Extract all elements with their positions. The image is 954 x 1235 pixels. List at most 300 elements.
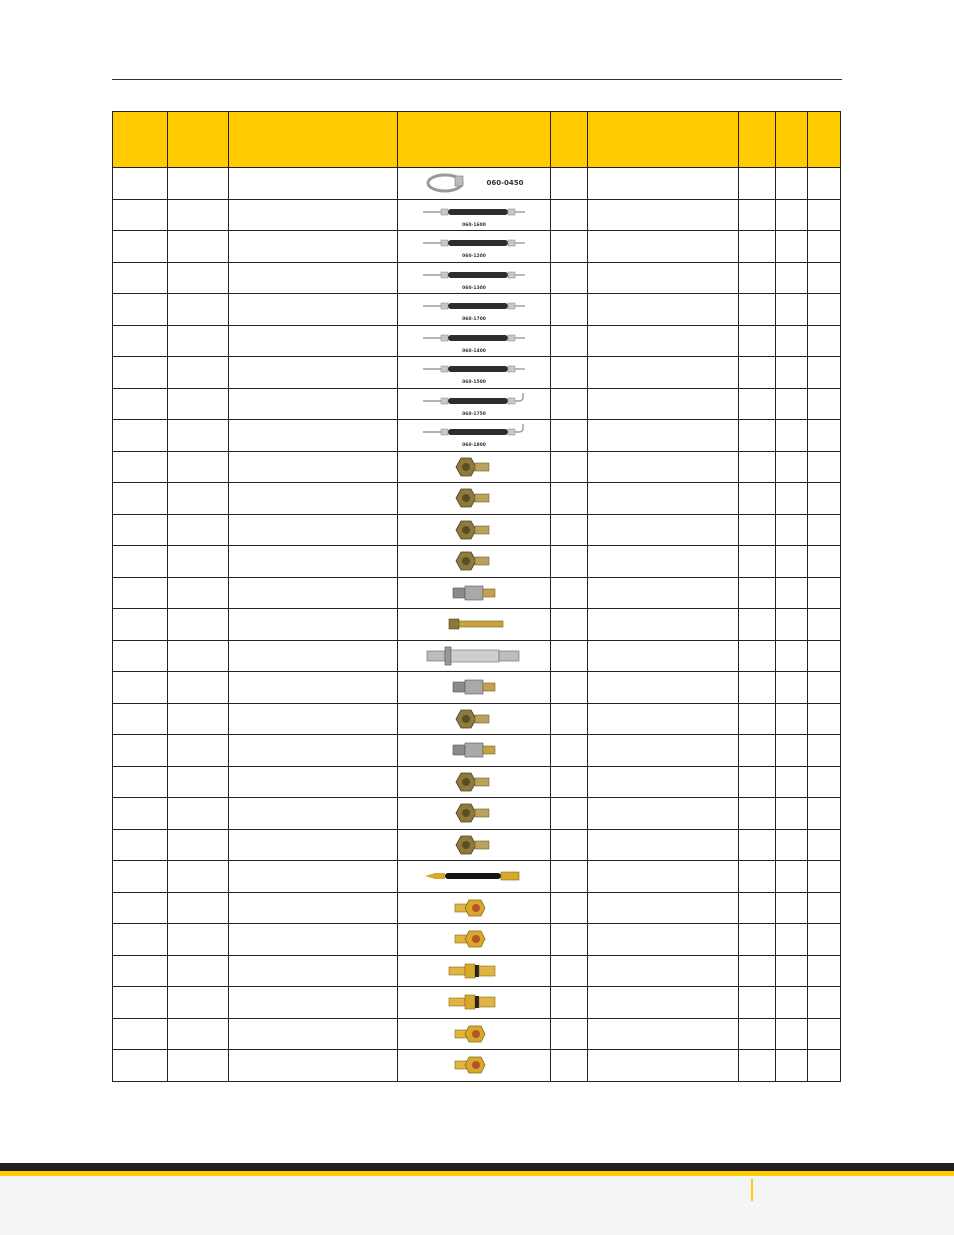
- table-cell: [229, 294, 398, 326]
- table-cell: [168, 798, 229, 830]
- table-cell: [551, 609, 588, 641]
- table-cell: [776, 577, 808, 609]
- table-cell: [551, 325, 588, 357]
- table-cell: [588, 703, 739, 735]
- table-cell: [551, 955, 588, 987]
- table-cell: [776, 766, 808, 798]
- brass-fitting-icon: [419, 925, 529, 953]
- image-label: 060-1600: [462, 222, 486, 228]
- table-cell: [808, 609, 841, 641]
- table-row: [113, 829, 841, 861]
- table-cell: [739, 168, 776, 200]
- table-cell: [776, 199, 808, 231]
- table-cell: [168, 735, 229, 767]
- table-cell: [113, 987, 168, 1019]
- part-image-cell: [398, 294, 551, 326]
- brass-fitting-icon: [419, 1020, 529, 1048]
- table-cell: [168, 955, 229, 987]
- footer-yellow-band: [0, 1171, 954, 1176]
- table-cell: [808, 924, 841, 956]
- quick-coupler-icon: [419, 673, 529, 701]
- table-cell: [776, 672, 808, 704]
- table-row: [113, 577, 841, 609]
- table-row: [113, 861, 841, 893]
- table-cell: [739, 861, 776, 893]
- table-cell: [113, 357, 168, 389]
- table-cell: [551, 546, 588, 578]
- table-cell: [739, 294, 776, 326]
- part-image-cell: [398, 987, 551, 1019]
- table-cell: [808, 703, 841, 735]
- part-image-cell: [398, 609, 551, 641]
- table-cell: [776, 861, 808, 893]
- table-cell: [808, 294, 841, 326]
- table-cell: [113, 420, 168, 452]
- table-row: [113, 924, 841, 956]
- table-cell: [808, 325, 841, 357]
- hose-assembly-icon: [419, 201, 529, 229]
- image-label: 060-1400: [462, 348, 486, 354]
- table-cell: [588, 798, 739, 830]
- table-cell: [229, 231, 398, 263]
- header-cell: [588, 112, 739, 168]
- table-cell: [113, 609, 168, 641]
- table-cell: [808, 672, 841, 704]
- hose-bent-tube-icon: [419, 421, 529, 449]
- table-cell: [588, 199, 739, 231]
- table-cell: [588, 640, 739, 672]
- table-cell: [113, 829, 168, 861]
- table-cell: [739, 924, 776, 956]
- hose-assembly-icon: [419, 327, 529, 355]
- table-cell: [168, 766, 229, 798]
- part-image-cell: [398, 861, 551, 893]
- table-cell: [739, 987, 776, 1019]
- table-cell: [551, 924, 588, 956]
- table-cell: [588, 483, 739, 515]
- image-label: 060-1300: [462, 285, 486, 291]
- table-body: [113, 168, 841, 1082]
- table-cell: [739, 1050, 776, 1082]
- part-image-cell: [398, 325, 551, 357]
- table-cell: [588, 829, 739, 861]
- table-cell: [168, 357, 229, 389]
- image-label: 060-1800: [462, 443, 486, 449]
- table-cell: [168, 1050, 229, 1082]
- table-cell: [551, 168, 588, 200]
- part-image-cell: [398, 262, 551, 294]
- table-row: [113, 420, 841, 452]
- table-cell: [551, 1018, 588, 1050]
- table-cell: [739, 955, 776, 987]
- table-cell: [113, 955, 168, 987]
- bulkhead-fitting-icon: [419, 642, 529, 670]
- table-cell: [168, 924, 229, 956]
- table-cell: [168, 483, 229, 515]
- table-cell: [808, 514, 841, 546]
- hose-clamp-icon: [419, 169, 529, 197]
- part-image-cell: [398, 892, 551, 924]
- table-cell: [168, 262, 229, 294]
- header-cell: [398, 112, 551, 168]
- table-cell: [739, 546, 776, 578]
- table-cell: [739, 703, 776, 735]
- part-image-cell: [398, 829, 551, 861]
- table-cell: [808, 357, 841, 389]
- table-cell: [588, 1018, 739, 1050]
- table-cell: [808, 1050, 841, 1082]
- table-cell: [776, 640, 808, 672]
- table-cell: [168, 168, 229, 200]
- table-cell: [168, 1018, 229, 1050]
- brass-coupler-icon: [419, 957, 529, 985]
- table-cell: [808, 420, 841, 452]
- image-label: 060-0450: [486, 179, 524, 188]
- table-cell: [588, 987, 739, 1019]
- table-cell: [229, 388, 398, 420]
- table-row: [113, 231, 841, 263]
- brass-coupler-icon: [419, 988, 529, 1016]
- table-row: [113, 1018, 841, 1050]
- table-cell: [739, 735, 776, 767]
- table-cell: [808, 640, 841, 672]
- table-cell: [808, 861, 841, 893]
- part-image-cell: [398, 577, 551, 609]
- table-cell: [739, 514, 776, 546]
- table-cell: [551, 640, 588, 672]
- table-cell: [588, 451, 739, 483]
- table-cell: [113, 861, 168, 893]
- table-cell: [551, 577, 588, 609]
- table-cell: [808, 451, 841, 483]
- table-row: [113, 672, 841, 704]
- table-cell: [168, 199, 229, 231]
- table-cell: [808, 829, 841, 861]
- image-label: 060-1500: [462, 380, 486, 386]
- table-cell: [229, 735, 398, 767]
- table-cell: [229, 420, 398, 452]
- table-cell: [551, 861, 588, 893]
- table-cell: [739, 262, 776, 294]
- table-row: [113, 798, 841, 830]
- table-cell: [739, 1018, 776, 1050]
- part-image-cell: [398, 357, 551, 389]
- table-cell: [776, 294, 808, 326]
- table-cell: [551, 1050, 588, 1082]
- table-cell: [229, 1050, 398, 1082]
- table-cell: [551, 420, 588, 452]
- part-image-cell: [398, 1018, 551, 1050]
- table-cell: [776, 388, 808, 420]
- table-cell: [588, 546, 739, 578]
- table-row: [113, 388, 841, 420]
- table-cell: [588, 357, 739, 389]
- part-image-cell: [398, 483, 551, 515]
- table-cell: [808, 231, 841, 263]
- hex-fitting-icon: [419, 768, 529, 796]
- table-cell: [739, 483, 776, 515]
- table-cell: [588, 231, 739, 263]
- table-cell: [739, 829, 776, 861]
- table-row: [113, 766, 841, 798]
- table-row: [113, 325, 841, 357]
- hex-fitting-icon: [419, 547, 529, 575]
- table-row: [113, 735, 841, 767]
- table-cell: [113, 1018, 168, 1050]
- table-cell: [551, 294, 588, 326]
- image-label: 060-1750: [462, 411, 486, 417]
- table-cell: [168, 420, 229, 452]
- table-cell: [588, 514, 739, 546]
- table-cell: [739, 577, 776, 609]
- table-cell: [776, 262, 808, 294]
- table-cell: [229, 1018, 398, 1050]
- part-image-cell: [398, 735, 551, 767]
- table-cell: [168, 703, 229, 735]
- footer-divider: [751, 1179, 753, 1201]
- table-cell: [588, 735, 739, 767]
- table-cell: [776, 829, 808, 861]
- table-cell: [776, 924, 808, 956]
- table-cell: [551, 987, 588, 1019]
- table-row: [113, 514, 841, 546]
- part-image-cell: [398, 199, 551, 231]
- table-cell: [551, 357, 588, 389]
- part-image-cell: [398, 514, 551, 546]
- table-cell: [776, 1050, 808, 1082]
- table-cell: [808, 798, 841, 830]
- part-image-cell: [398, 703, 551, 735]
- hex-fitting-icon: [419, 453, 529, 481]
- table-cell: [551, 199, 588, 231]
- table-cell: [551, 892, 588, 924]
- header-cell: [808, 112, 841, 168]
- table-row: [113, 703, 841, 735]
- table-cell: [229, 861, 398, 893]
- quick-coupler-icon: [419, 579, 529, 607]
- table-cell: [808, 388, 841, 420]
- image-label: 060-1700: [462, 317, 486, 323]
- part-image-cell: [398, 168, 551, 200]
- table-cell: [113, 451, 168, 483]
- table-cell: [168, 861, 229, 893]
- table-cell: [588, 766, 739, 798]
- part-image-cell: [398, 451, 551, 483]
- table-cell: [229, 199, 398, 231]
- table-cell: [739, 420, 776, 452]
- table-cell: [776, 451, 808, 483]
- header-cell: [168, 112, 229, 168]
- table-cell: [551, 703, 588, 735]
- hose-assembly-icon: [419, 232, 529, 260]
- table-row: [113, 892, 841, 924]
- table-cell: [168, 987, 229, 1019]
- table-row: [113, 199, 841, 231]
- table-cell: [229, 798, 398, 830]
- table-cell: [776, 168, 808, 200]
- table-cell: [808, 892, 841, 924]
- table-cell: [776, 955, 808, 987]
- part-image-cell: [398, 924, 551, 956]
- table-cell: [551, 829, 588, 861]
- table-cell: [229, 483, 398, 515]
- part-image-cell: [398, 388, 551, 420]
- table-cell: [588, 294, 739, 326]
- header-row: [113, 112, 841, 168]
- table-cell: [808, 546, 841, 578]
- hose-assembly-icon: [419, 295, 529, 323]
- table-cell: [113, 798, 168, 830]
- table-cell: [808, 262, 841, 294]
- table-cell: [229, 451, 398, 483]
- table-cell: [739, 766, 776, 798]
- table-cell: [229, 955, 398, 987]
- table-cell: [588, 609, 739, 641]
- table-cell: [113, 294, 168, 326]
- table-cell: [776, 546, 808, 578]
- table-cell: [229, 609, 398, 641]
- table-cell: [229, 168, 398, 200]
- part-image-cell: [398, 672, 551, 704]
- table-cell: [588, 672, 739, 704]
- table-row: [113, 987, 841, 1019]
- table-cell: [739, 892, 776, 924]
- table-row: [113, 609, 841, 641]
- part-image-cell: [398, 955, 551, 987]
- part-image-cell: [398, 231, 551, 263]
- table-cell: [808, 483, 841, 515]
- table-cell: [229, 703, 398, 735]
- header-cell: [739, 112, 776, 168]
- table-cell: [776, 987, 808, 1019]
- table-cell: [588, 262, 739, 294]
- table-cell: [808, 577, 841, 609]
- table-cell: [551, 451, 588, 483]
- table-cell: [113, 325, 168, 357]
- table-cell: [113, 672, 168, 704]
- long-nozzle-icon: [419, 610, 529, 638]
- hose-assembly-icon: [419, 264, 529, 292]
- quick-coupler-icon: [419, 736, 529, 764]
- table-cell: [776, 231, 808, 263]
- part-image-cell: [398, 546, 551, 578]
- table-cell: [739, 325, 776, 357]
- table-row: [113, 294, 841, 326]
- hex-fitting-icon: [419, 484, 529, 512]
- table-cell: [229, 892, 398, 924]
- part-image-cell: [398, 420, 551, 452]
- table-row: [113, 546, 841, 578]
- table-cell: [551, 766, 588, 798]
- table-cell: [776, 1018, 808, 1050]
- table-cell: [229, 987, 398, 1019]
- table-cell: [588, 168, 739, 200]
- table-cell: [168, 640, 229, 672]
- table-cell: [113, 735, 168, 767]
- table-cell: [168, 892, 229, 924]
- table-cell: [229, 577, 398, 609]
- hose-bent-tube-icon: [419, 390, 529, 418]
- table-cell: [168, 829, 229, 861]
- table-cell: [113, 546, 168, 578]
- table-cell: [113, 703, 168, 735]
- table-cell: [588, 577, 739, 609]
- table-row: [113, 483, 841, 515]
- table-cell: [588, 420, 739, 452]
- table-cell: [588, 1050, 739, 1082]
- table-cell: [113, 640, 168, 672]
- table-cell: [113, 1050, 168, 1082]
- table-cell: [588, 861, 739, 893]
- table-cell: [113, 924, 168, 956]
- table-cell: [588, 325, 739, 357]
- table-cell: [588, 388, 739, 420]
- top-rule: [112, 79, 842, 80]
- table-cell: [808, 168, 841, 200]
- table-cell: [739, 798, 776, 830]
- part-image-cell: [398, 640, 551, 672]
- hex-fitting-icon: [419, 831, 529, 859]
- table-cell: [551, 231, 588, 263]
- table-cell: [551, 483, 588, 515]
- table-cell: [808, 987, 841, 1019]
- table-row: [113, 262, 841, 294]
- table-cell: [776, 798, 808, 830]
- table-cell: [776, 609, 808, 641]
- table-row: [113, 640, 841, 672]
- part-image-cell: [398, 766, 551, 798]
- table-cell: [551, 735, 588, 767]
- whip-hose-icon: [419, 862, 529, 890]
- table-row: [113, 451, 841, 483]
- table-cell: [113, 168, 168, 200]
- table-cell: [808, 1018, 841, 1050]
- table-cell: [739, 640, 776, 672]
- table-cell: [739, 609, 776, 641]
- table-row: [113, 357, 841, 389]
- table-cell: [808, 766, 841, 798]
- parts-table: [112, 111, 841, 1082]
- table-cell: [808, 955, 841, 987]
- header-cell: [229, 112, 398, 168]
- table-cell: [739, 672, 776, 704]
- table-row: [113, 168, 841, 200]
- table-cell: [551, 262, 588, 294]
- table-cell: [776, 892, 808, 924]
- table-cell: [229, 357, 398, 389]
- table-cell: [551, 388, 588, 420]
- table-header: [113, 112, 841, 168]
- table-cell: [739, 388, 776, 420]
- table-row: [113, 955, 841, 987]
- brass-fitting-icon: [419, 1051, 529, 1079]
- table-cell: [229, 672, 398, 704]
- hose-assembly-icon: [419, 358, 529, 386]
- hex-fitting-icon: [419, 799, 529, 827]
- table-cell: [113, 483, 168, 515]
- brass-fitting-icon: [419, 894, 529, 922]
- table-cell: [776, 357, 808, 389]
- table-cell: [588, 955, 739, 987]
- table-cell: [229, 640, 398, 672]
- table-cell: [113, 199, 168, 231]
- table-cell: [808, 735, 841, 767]
- table-cell: [229, 514, 398, 546]
- part-image-cell: [398, 798, 551, 830]
- table-cell: [168, 577, 229, 609]
- table-cell: [739, 199, 776, 231]
- table-cell: [776, 420, 808, 452]
